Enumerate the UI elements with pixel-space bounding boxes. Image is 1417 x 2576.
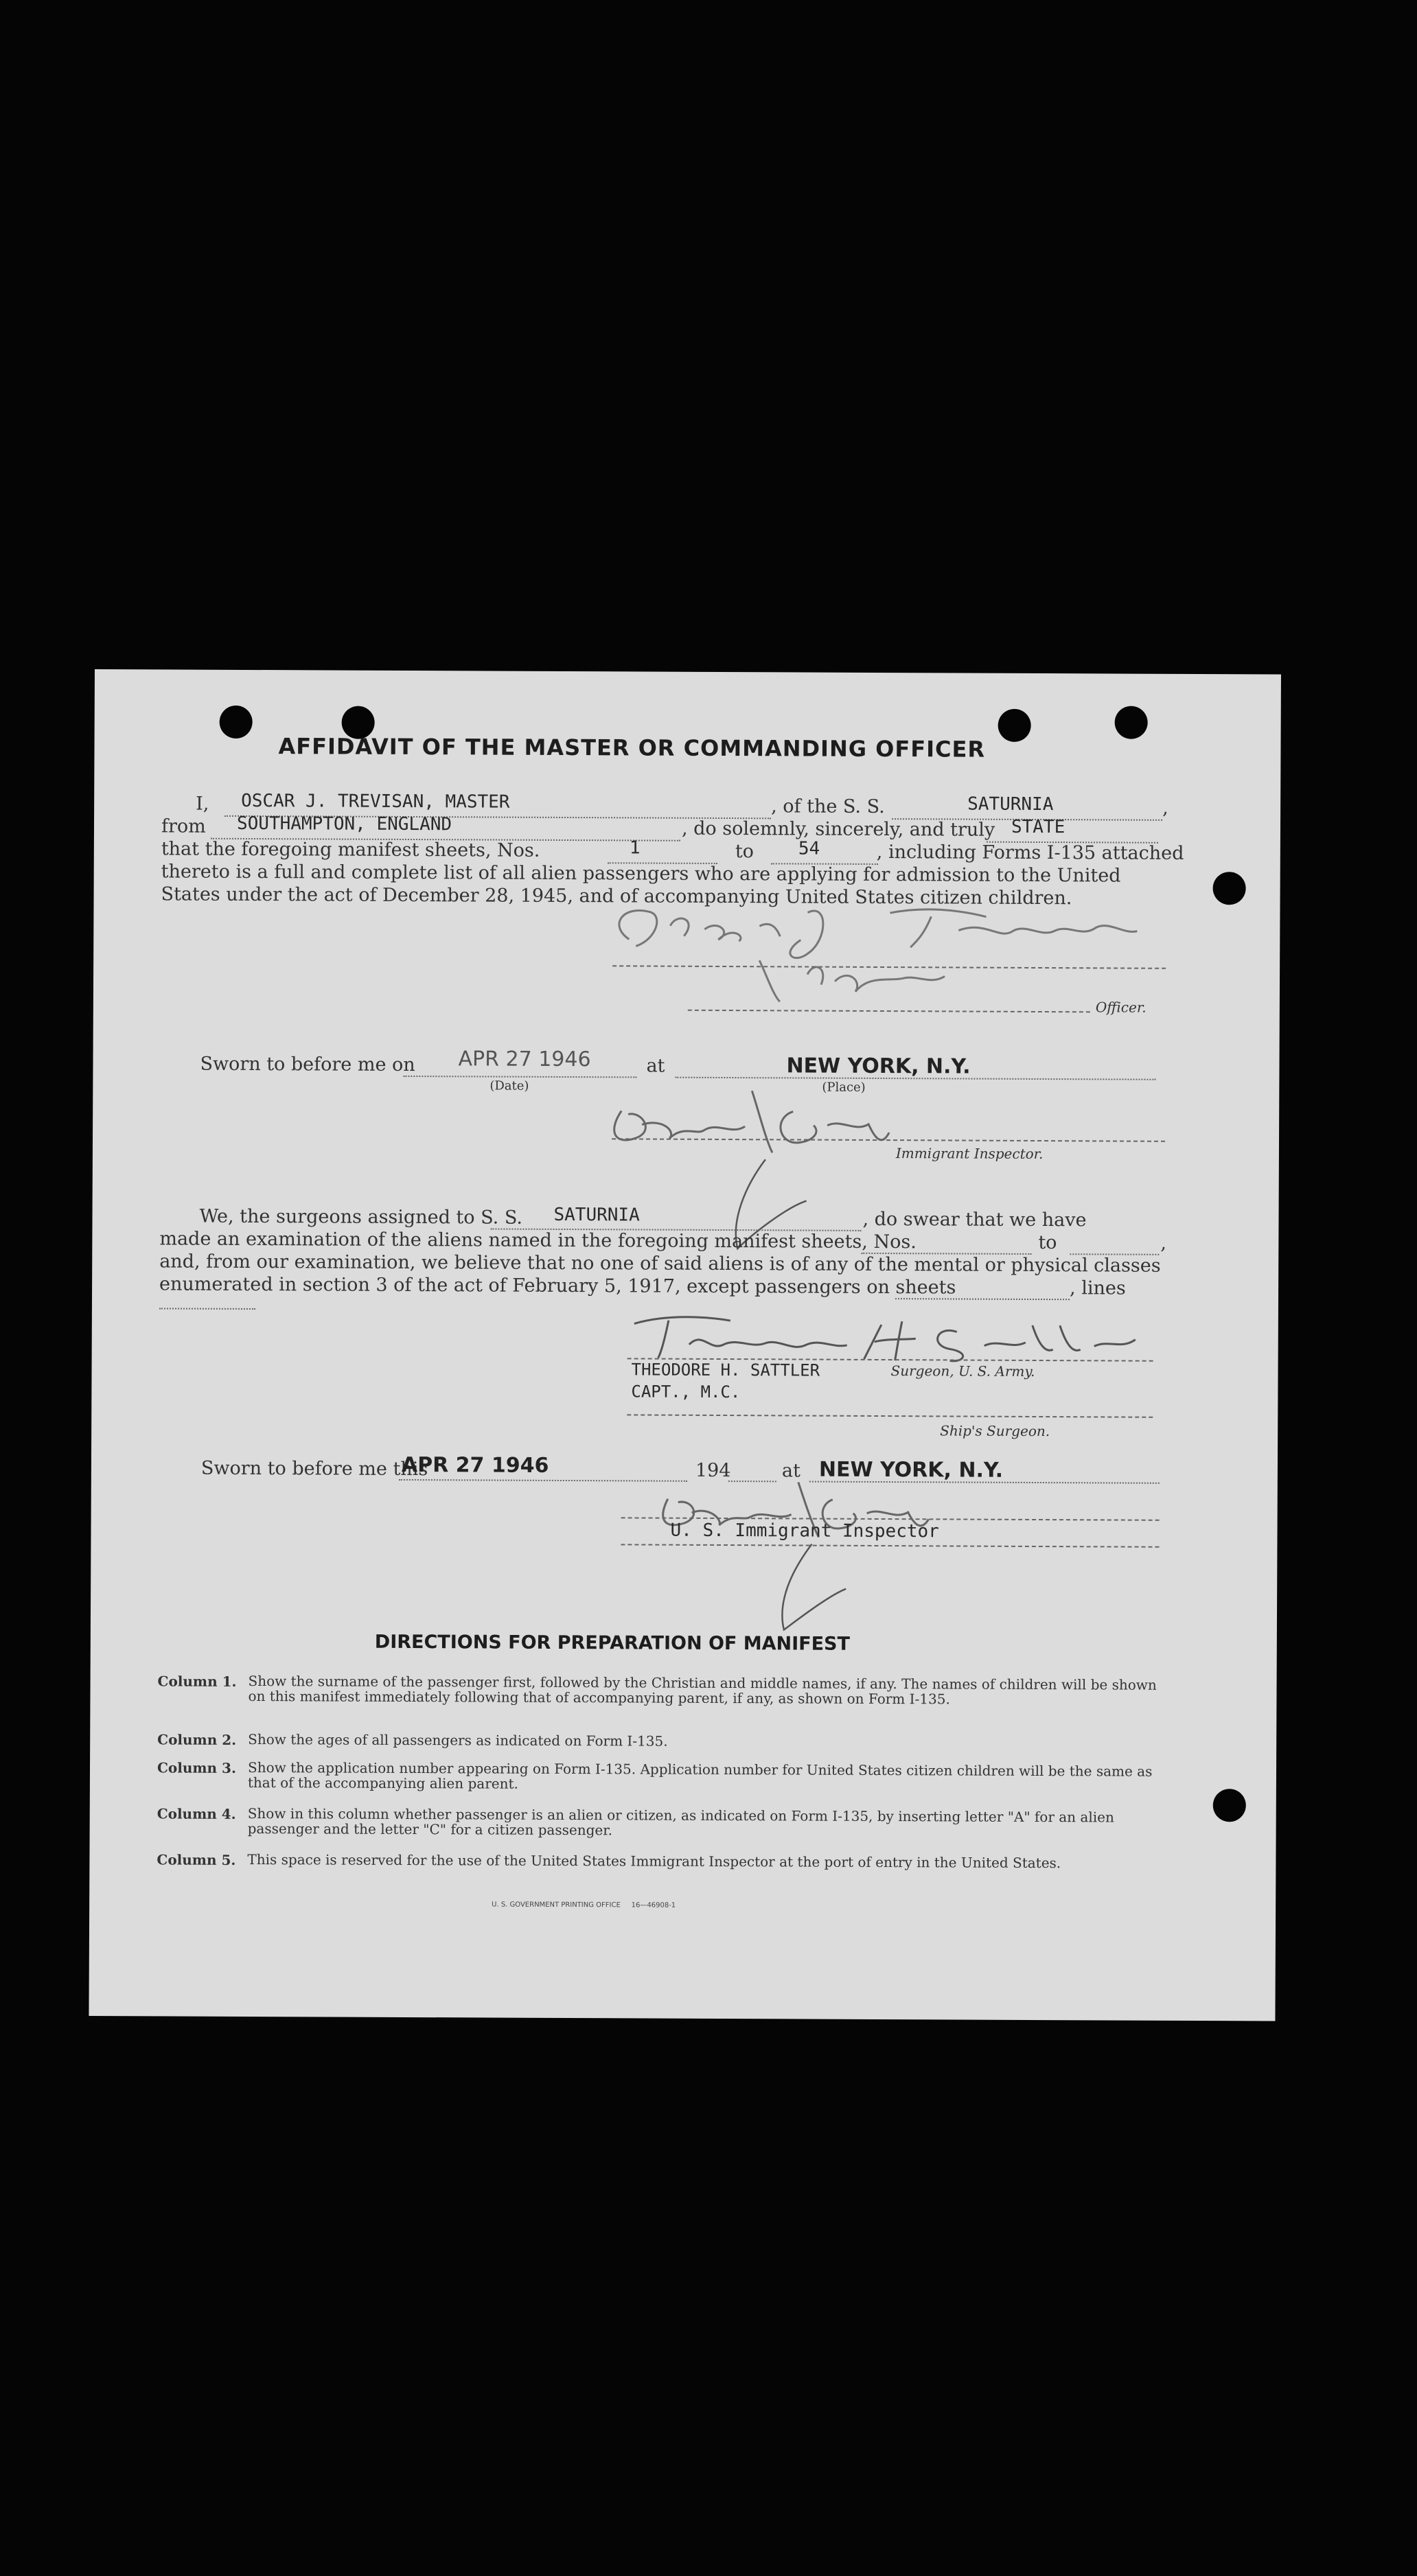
- signature-line: [627, 1414, 1153, 1417]
- text-line5: States under the act of December 28, 1945, and of accompanying United States citizen children.: [161, 883, 1072, 909]
- column-3-label: Column 3.: [157, 1759, 237, 1776]
- text-examination: made an examination of the aliens named in the foregoing manifest sheets, Nos.: [159, 1228, 917, 1253]
- affidavit-page: AFFIDAVIT OF THE MASTER OR COMMANDING OFFICER I, OSCAR J. TREVISAN, MASTER , of the S. S. SATURNIA , from SOUTHAMPTON, ENGLAND , do solemnly, sincerely, and truly STATE that the foregoing manifest sheets, Nos. 1 to 54 , including Forms I-135 attached thereto is a full and complete list of all alien passengers who are applying for admission to the United States under the act of December 28, 1945, and of accompanying United States citizen children. Officer. Sworn to before me on APR 27 1946 (Date) at NEW YORK, N.Y. (Place) Immigrant Inspector. We, the surgeons assigned to S. S. SATURNIA , do swear that we have made an examination of the aliens named in the foregoing manifest sheets, Nos. to , and, from our examination, we believe that no one of said aliens is of any of the mental or physical classes enumerated in section 3 of the act of February 5, 1917, except passengers on sheets , lines THEODORE H. SATTLER Surgeon, U. S. Army. CAPT., M.C. Ship's Surgeon. Sworn to before me this APR 27 1946 194 at NEW YORK, N.Y. U. S. Immigrant Inspector DIRECTIONS FOR PREPARATION OF MANIFEST Column 1. Show the surname of the passenger first, followed by the Christian and middle names, if any. The names of children will be shown on this manifest immediately following that of accompanying parent, if any, as shown on Form I-135. Column 2. Show the ages of all passengers as indicated on Form I-135. Column 3. Show the application number appearing on Form I-135. Application number for United States citizen children will be the same as that of the accompanying alien parent. Column 4. Show in this column whether passenger is an alien or citizen, as indicated on Form I-135, by inserting letter "A" for an alien passenger and the letter "C" for a citizen passenger. Column 5. This space is reserved for the use of the United States Immigrant Inspector at the port of entry in the United States. U. S. GOVERNMENT PRINTING OFFICE 16—46908-1: [89, 669, 1281, 2021]
- blank-line: [403, 1076, 636, 1078]
- text-surgeons-assigned: We, the surgeons assigned to S. S.: [199, 1205, 523, 1229]
- text-sworn-on: Sworn to before me on: [200, 1053, 415, 1076]
- text-swear: , do solemnly, sincerely, and truly: [681, 817, 995, 841]
- directions-heading: DIRECTIONS FOR PREPARATION OF MANIFEST: [374, 1631, 851, 1655]
- column-4-text: Show in this column whether passenger is an alien or citizen, as indicated on Form I-135, by inserting letter "A" for an alien passenger and the letter "C" for a citizen passenger.: [247, 1805, 1114, 1839]
- place-stamp: NEW YORK, N.Y.: [786, 1054, 971, 1079]
- text-at: at: [781, 1460, 800, 1482]
- text-of-ss: , of the S. S.: [771, 796, 885, 818]
- column-4-label: Column 4.: [157, 1805, 236, 1822]
- text-including: , including Forms I-135 attached: [876, 841, 1184, 864]
- text-line4: thereto is a full and complete list of all alien passengers who are applying for admission to the United: [161, 861, 1121, 887]
- surgeon-ship-name: SATURNIA: [553, 1204, 640, 1226]
- column-5-text: This space is reserved for the use of the United States Immigrant Inspector at the port of entry in the United States.: [247, 1850, 1061, 1872]
- surgeon-rank: CAPT., M.C.: [631, 1382, 741, 1402]
- ship-name: SATURNIA: [967, 793, 1054, 815]
- surgeon-name: THEODORE H. SATTLER: [631, 1360, 820, 1380]
- printing-office-footer: U. S. GOVERNMENT PRINTING OFFICE 16—46908-1: [492, 1901, 676, 1910]
- text-do-swear: , do swear that we have: [862, 1208, 1087, 1231]
- state-word: STATE: [1011, 816, 1065, 838]
- column-2-text: Show the ages of all passengers as indicated on Form I-135.: [248, 1730, 668, 1750]
- text-manifest-nos: that the foregoing manifest sheets, Nos.: [161, 838, 540, 861]
- text-to: to: [735, 841, 754, 863]
- ships-surgeon-label: Ship's Surgeon.: [940, 1422, 1050, 1440]
- punch-hole: [1115, 706, 1148, 739]
- date-stamp: APR 27 1946: [458, 1047, 591, 1072]
- officer-label: Officer.: [1095, 999, 1147, 1016]
- text-from: from: [161, 815, 206, 837]
- inspector-typed: U. S. Immigrant Inspector: [670, 1520, 939, 1542]
- column-3-text: Show the application number appearing on Form I-135. Application number for United States citizen children will be the same as that of the accompanying alien parent.: [247, 1759, 1153, 1792]
- sheet-to: 54: [798, 838, 820, 859]
- inspector-label: Immigrant Inspector.: [895, 1145, 1044, 1163]
- text-belief: and, from our examination, we believe that no one of said aliens is of any of the mental or physical classes: [159, 1251, 1161, 1277]
- text-lines: , lines: [1070, 1277, 1126, 1299]
- punch-hole: [220, 706, 253, 739]
- text-enumerated: enumerated in section 3 of the act of February 5, 1917, except passengers on sheets: [159, 1273, 956, 1299]
- place-stamp-2: NEW YORK, N.Y.: [818, 1457, 1004, 1483]
- date-caption: (Date): [489, 1078, 529, 1093]
- inspector-signature-2: [654, 1478, 943, 1638]
- master-name: OSCAR J. TREVISAN, MASTER: [241, 790, 510, 813]
- text-sworn-this: Sworn to before me this: [200, 1457, 428, 1481]
- column-1-label: Column 1.: [157, 1673, 237, 1690]
- text-year-194: 194: [695, 1459, 731, 1482]
- blank-line: [399, 1479, 687, 1482]
- punch-hole: [1213, 1789, 1246, 1822]
- column-5-label: Column 5.: [157, 1851, 236, 1868]
- punch-hole: [998, 709, 1031, 742]
- blank-line: [895, 1298, 1070, 1300]
- text-at: at: [646, 1055, 665, 1077]
- text-i: I,: [196, 793, 209, 815]
- surgeon-army-label: Surgeon, U. S. Army.: [890, 1362, 1035, 1380]
- port-name: SOUTHAMPTON, ENGLAND: [236, 813, 452, 835]
- column-2-label: Column 2.: [157, 1731, 237, 1748]
- place-caption: (Place): [822, 1080, 866, 1095]
- text-to: to: [1038, 1232, 1057, 1254]
- column-1-text: Show the surname of the passenger first, followed by the Christian and middle names, if any. The names of children will be shown on this manifest immediately following that of accompanying parent, if any, as shown on Form I-135.: [248, 1672, 1157, 1708]
- date-stamp-2: APR 27 1946: [401, 1452, 549, 1478]
- blank-line: [159, 1308, 255, 1310]
- sheet-from: 1: [629, 837, 641, 859]
- punch-hole: [1213, 872, 1246, 905]
- page-title: AFFIDAVIT OF THE MASTER OR COMMANDING OFFICER: [278, 733, 986, 763]
- master-signature: [601, 898, 1165, 1017]
